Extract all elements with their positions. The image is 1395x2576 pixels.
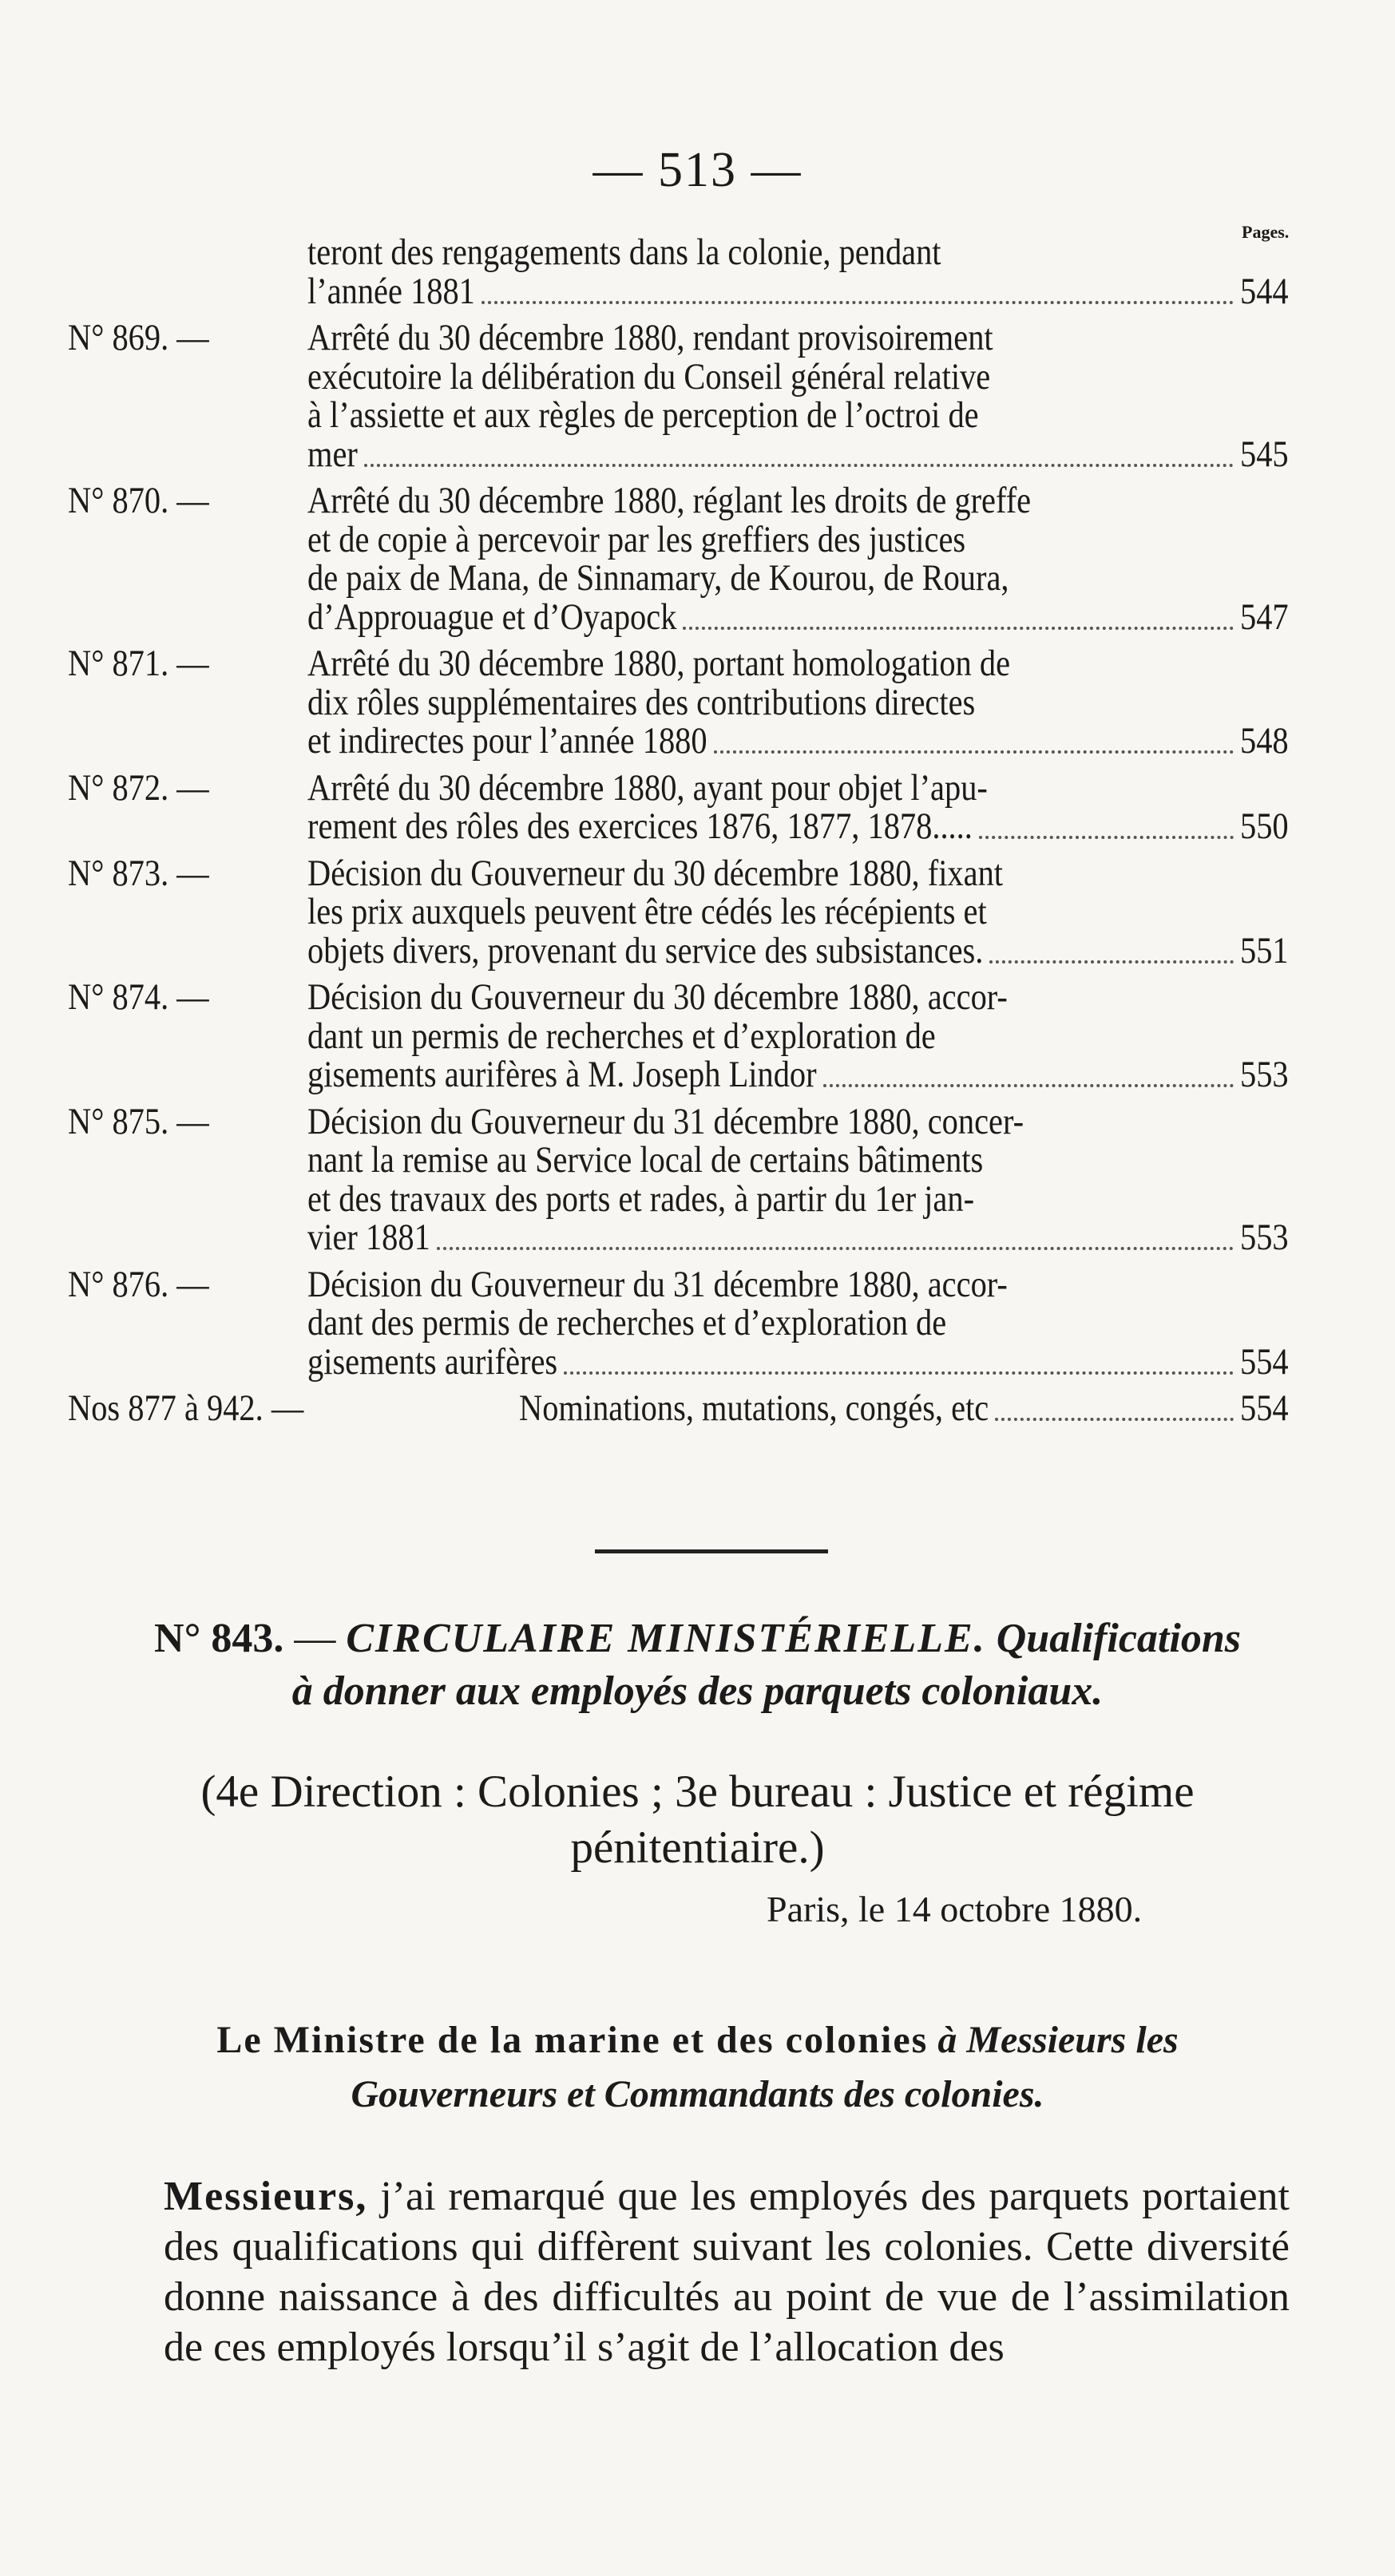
toc-entry-line (307, 1055, 817, 1094)
toc-entry-line (307, 435, 358, 473)
toc-entry-text: mer (307, 433, 358, 475)
toc-entry-text: objets divers, provenant du service des subsistances. (307, 929, 984, 971)
dot-leader (564, 1371, 1234, 1375)
toc-entry-text: et indirectes pour l’année 1880 (307, 720, 707, 762)
toc-entry-line (307, 683, 975, 722)
toc-entry-number: N° 870. — (68, 480, 209, 521)
toc-entry-text: l’année 1881 (307, 270, 475, 312)
toc-entry-line (307, 559, 1009, 597)
toc-entry-text: Décision du Gouverneur du 30 décembre 1880, accor- (307, 976, 1008, 1018)
toc-entry-line (307, 1265, 1008, 1304)
toc-entry-text: Arrêté du 30 décembre 1880, réglant les droits de greffe (307, 480, 1032, 521)
toc-entry-line (307, 319, 993, 357)
pages-label: Pages. (1242, 222, 1290, 242)
toc-entry-line (307, 1304, 946, 1342)
toc-page-number: 553 (1240, 1054, 1289, 1095)
toc-page-number: 550 (1240, 805, 1289, 847)
toc-entry-text: Arrêté du 30 décembre 1880, ayant pour objet l’apu- (307, 766, 988, 809)
salutation: Messieurs, (164, 2174, 368, 2219)
toc-entry-line (307, 807, 973, 845)
toc-page-number: 554 (1240, 1340, 1289, 1383)
toc-entry-line (307, 1017, 936, 1055)
toc-entry-text: Décision du Gouverneur du 30 décembre 1880, fixant (307, 852, 1004, 894)
dot-leader (482, 301, 1234, 304)
toc-entry-text: dant des permis de recherches et d’exploration de (307, 1302, 947, 1343)
toc-entry-text: Décision du Gouverneur du 31 décembre 1880, accor- (307, 1263, 1008, 1305)
toc-entry-text: et des travaux des ports et rades, à partir du 1er jan- (307, 1177, 975, 1220)
addressee-ital-2: Gouverneurs et Commandants des colonies. (351, 2073, 1044, 2115)
toc-entry-line (307, 520, 965, 559)
toc-entry-text: à l’assiette et aux règles de perception de l’octroi de (307, 394, 979, 436)
toc-page-number: 547 (1240, 596, 1289, 638)
date-line: Paris, le 14 octobre 1880. (767, 1889, 1143, 1929)
circulaire-title (0, 1612, 1395, 1718)
toc-entry-text: dix rôles supplémentaires des contributions directes (307, 681, 976, 723)
toc-entry-line (307, 892, 987, 931)
toc-entry-text: gisements aurifères (307, 1340, 558, 1383)
dot-leader (979, 836, 1234, 839)
toc-entry-text: nant la remise au Service local de certains bâtiments (307, 1139, 984, 1181)
direction-line-1: (4e Direction : Colonies ; 3e bureau : Justice et régime (200, 1767, 1195, 1817)
toc-entry-text: gisements aurifères à M. Joseph Lindor (307, 1054, 817, 1095)
toc-entry-line (307, 396, 979, 434)
dot-leader (995, 1418, 1234, 1421)
toc-entry-line (307, 355, 991, 398)
addressee-ital-1: à Messieurs les (937, 2019, 1179, 2061)
circulaire-title-rest-1: Qualifications (996, 1616, 1241, 1661)
toc-entry-text: rement des rôles des exercices 1876, 1877, 1878..... (307, 805, 973, 847)
dot-leader (437, 1247, 1234, 1250)
addressee (0, 2013, 1395, 2122)
toc-entry-text: dant un permis de recherches et d’exploration de (307, 1015, 936, 1057)
toc-entry-line (307, 1340, 558, 1383)
toc-entry-number: N° 873. — (68, 852, 209, 894)
toc-entry-text: et de copie à percevoir par les greffiers des justices (307, 518, 966, 560)
toc-entry-line (307, 854, 1003, 892)
toc-entry-line (307, 272, 475, 311)
toc-entry-line (307, 1102, 1024, 1141)
separator-rule (595, 1549, 828, 1553)
toc-entry-text: de paix de Mana, de Sinnamary, de Kourou, de Roura, (307, 557, 1009, 599)
toc-entry-line (307, 644, 1010, 683)
toc-page-number: 553 (1240, 1217, 1289, 1258)
direction-line-2: pénitentiaire.) (570, 1822, 825, 1873)
dot-leader (823, 1084, 1234, 1087)
toc-entry-line (307, 1218, 430, 1256)
toc-entry-number: Nos 877 à 942. — (68, 1387, 304, 1429)
circulaire-dash: — (283, 1616, 347, 1661)
toc-entry-number: N° 875. — (68, 1100, 209, 1142)
toc-entry-line (307, 929, 984, 971)
body-text: j’ai remarqué que les employés des parquets portaient des qualifications qui diffèrent suivant les colonies. Cette diversité donne naissance à des difficultés au point de vue de l’assimilation de ces employés lorsqu’il s’agit de l’allocation des (164, 2174, 1290, 2370)
circulaire-number: N° 843. (154, 1616, 284, 1661)
toc-entry-line (307, 233, 941, 271)
addressee-caps: Le Ministre de la marine et des colonies (216, 2019, 929, 2061)
body-paragraph (164, 2171, 1290, 2372)
toc-entry-line (307, 722, 707, 760)
toc-entry-text: teront des rengagements dans la colonie, pendant (307, 231, 941, 273)
toc-entry-number: N° 872. — (68, 766, 209, 809)
dot-leader (989, 960, 1234, 964)
toc-entry-line (307, 481, 1031, 520)
toc-entry-line (307, 1141, 983, 1179)
toc-entry-text: les prix auxquels peuvent être cédés les récépients et (307, 891, 987, 932)
toc-entry-number: N° 876. — (68, 1263, 209, 1305)
toc-page-number: 545 (1240, 433, 1289, 475)
toc-entry-text: Nominations, mutations, congés, etc (519, 1387, 989, 1429)
toc-entry-line (307, 978, 1008, 1016)
toc-entry-text: Décision du Gouverneur du 31 décembre 1880, concer- (307, 1100, 1024, 1142)
toc-page-number: 548 (1240, 720, 1289, 762)
toc-entry-line (307, 598, 676, 636)
direction-note (0, 1764, 1395, 1876)
toc-entry-text: exécutoire la délibération du Conseil général relative (307, 355, 991, 398)
toc-page-number: 544 (1240, 270, 1289, 312)
toc-entry-line (519, 1389, 989, 1427)
dot-leader (683, 627, 1234, 630)
toc-entry-number: N° 874. — (68, 976, 209, 1018)
toc-entry-number: N° 869. — (68, 317, 209, 358)
page-number: — 513 — (592, 143, 803, 197)
dot-leader (714, 750, 1234, 754)
toc-page-number: 551 (1240, 929, 1289, 971)
toc-entry-line (307, 1177, 975, 1220)
toc-entry-line (307, 766, 988, 809)
dot-leader (364, 464, 1234, 467)
toc-entry-text: d’Approuague et d’Oyapock (307, 596, 677, 638)
toc-entry-text: vier 1881 (307, 1217, 430, 1258)
circulaire-title-rest-2: à donner aux employés des parquets coloniaux. (291, 1668, 1104, 1714)
toc-entry-number: N° 871. — (68, 643, 209, 684)
toc-entry-text: Arrêté du 30 décembre 1880, rendant provisoirement (307, 317, 993, 358)
toc-entry-text: Arrêté du 30 décembre 1880, portant homologation de (307, 643, 1011, 684)
circulaire-title-caps: CIRCULAIRE MINISTÉRIELLE. (346, 1616, 986, 1661)
toc-page-number: 554 (1240, 1387, 1289, 1429)
